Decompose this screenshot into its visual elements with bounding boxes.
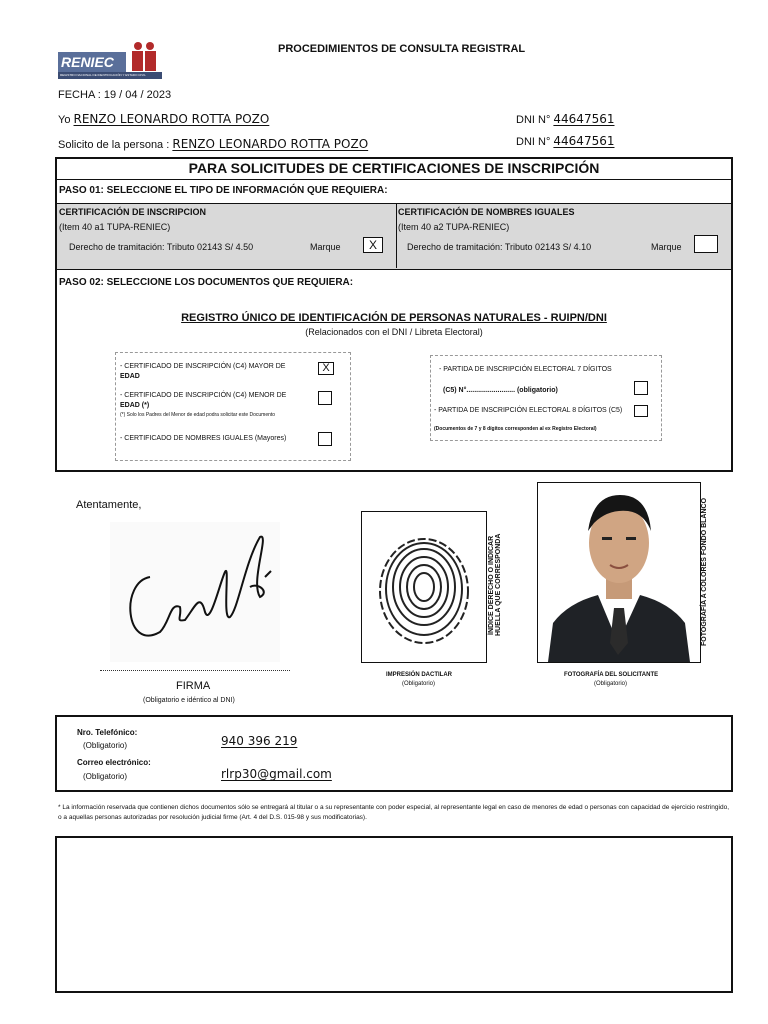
doc-c5-8-checkbox[interactable]	[634, 405, 648, 417]
doc-c5-8-label: - PARTIDA DE INSCRIPCIÓN ELECTORAL 8 DÍGITOS (C5)	[434, 407, 623, 414]
paso2-heading: PASO 02: SELECCIONE LOS DOCUMENTOS QUE REQUIERA:	[59, 277, 354, 288]
cert-inscripcion-checkbox[interactable]: X	[363, 237, 383, 253]
doc-c4-menor-label-2: EDAD (*)	[120, 402, 150, 409]
section-title: PARA SOLICITUDES DE CERTIFICACIONES DE INSCRIPCIÓN	[188, 160, 600, 176]
firma-label: FIRMA	[176, 680, 211, 692]
doc-c4-menor-label: - CERTIFICADO DE INSCRIPCIÓN (C4) MENOR DE	[120, 392, 287, 399]
blank-box[interactable]	[55, 836, 733, 993]
registro-title: REGISTRO ÚNICO DE IDENTIFICACIÓN DE PERSONAS NATURALES - RUIPN/DNI	[181, 312, 607, 324]
logo-text: RENIEC	[61, 54, 114, 70]
huella-label: IMPRESIÓN DACTILAR	[386, 672, 452, 678]
dni-label: DNI N°	[516, 114, 551, 126]
tel-note: (Obligatorio)	[83, 741, 128, 750]
yo-name-field[interactable]: RENZO LEONARDO ROTTA POZO	[73, 112, 270, 126]
doc-nombres-iguales-label: - CERTIFICADO DE NOMBRES IGUALES (Mayores)	[120, 435, 287, 442]
email-note: (Obligatorio)	[83, 772, 128, 781]
doc-c4-menor-checkbox[interactable]	[318, 391, 332, 405]
applicant-photo	[537, 482, 701, 663]
cert-inscripcion-marque: Marque	[310, 242, 341, 252]
dni2-field[interactable]: 44647561	[553, 134, 615, 148]
registro-subtitle: (Relacionados con el DNI / Libreta Electoral)	[305, 327, 483, 337]
fecha-label: FECHA :	[58, 89, 101, 101]
tel-field[interactable]: 940 396 219	[221, 734, 298, 748]
page-title: PROCEDIMIENTOS DE CONSULTA REGISTRAL	[278, 43, 526, 55]
foto-note: (Obligatorio)	[594, 681, 628, 687]
cert-nombres-marque: Marque	[651, 242, 682, 252]
footer-note: * La información reservada que contienen dichos documentos sólo se entregará al titular o a su representante con poder especial, al representante legal en caso de menores de edad o personas con capacidad de ejercicio restringido, o a aquellas personas autorizadas por resolución judicial firme (Art. 4 del D.S. 015-98 y sus modificatorias).	[58, 804, 730, 821]
doc-c4-mayor-checkbox[interactable]: X	[318, 362, 334, 375]
logo-subtext: REGISTRO NACIONAL DE IDENTIFICACIÓN Y ESTADO CIVIL	[60, 73, 146, 77]
doc-c4-mayor-label: - CERTIFICADO DE INSCRIPCIÓN (C4) MAYOR DE	[120, 363, 286, 370]
cert-nombres-title: CERTIFICACIÓN DE NOMBRES IGUALES	[398, 207, 575, 217]
cert-inscripcion-item: (Item 40 a1 TUPA-RENIEC)	[59, 222, 171, 232]
foto-side-label: FOTOGRAFÍA A COLORES FONDO BLANCO	[701, 497, 708, 647]
doc-c5-7-label: - PARTIDA DE INSCRIPCIÓN ELECTORAL 7 DÍGITOS	[439, 366, 612, 373]
solicito-name-field[interactable]: RENZO LEONARDO ROTTA POZO	[172, 137, 369, 151]
reniec-logo	[58, 38, 162, 80]
signature-scribble	[110, 522, 280, 662]
solicito-label: Solicito de la persona :	[58, 139, 170, 151]
doc-nombres-iguales-checkbox[interactable]	[318, 432, 332, 446]
cert-nombres-item: (Item 40 a2 TUPA-RENIEC)	[398, 222, 510, 232]
firma-note: (Obligatorio e idéntico al DNI)	[143, 697, 235, 704]
paso1-heading: PASO 01: SELECCIONE EL TIPO DE INFORMACIÓN QUE REQUIERA:	[59, 185, 388, 196]
fingerprint-box	[361, 511, 487, 663]
doc-c4-menor-note: (*) Solo los Padres del Menor de edad podra solicitar este Documento	[120, 412, 276, 418]
tel-label: Nro. Telefónico:	[77, 728, 138, 737]
doc-c5-7-number[interactable]: (C5) N°......................... (obligatorio)	[443, 387, 558, 394]
certification-section	[55, 157, 733, 472]
doc-c5-7-checkbox[interactable]	[634, 381, 648, 395]
dni-field[interactable]: 44647561	[553, 112, 615, 126]
fingerprint-image	[362, 512, 486, 662]
huella-note: (Obligatorio)	[402, 681, 436, 687]
fecha-value[interactable]: 19 / 04 / 2023	[103, 89, 172, 101]
email-label: Correo electrónico:	[77, 758, 151, 767]
atentamente-text: Atentamente,	[76, 499, 142, 511]
doc-c4-mayor-label-2: EDAD	[120, 373, 140, 380]
cert-inscripcion-derecho: Derecho de tramitación: Tributo 02143 S/ 4.50	[69, 242, 254, 252]
docs-left-box	[115, 352, 351, 461]
docs-right-box	[430, 355, 662, 441]
cert-nombres-derecho: Derecho de tramitación: Tributo 02143 S/ 4.10	[407, 242, 592, 252]
dni2-label: DNI N°	[516, 136, 551, 148]
email-field[interactable]: rlrp30@gmail.com	[221, 767, 332, 781]
cert-nombres-checkbox[interactable]	[694, 235, 718, 253]
cert-inscripcion-title: CERTIFICACIÓN DE INSCRIPCION	[59, 207, 207, 217]
yo-label: Yo	[58, 114, 71, 126]
signature-image	[110, 522, 280, 662]
doc-c5-note: (Documentos de 7 y 8 dígitos corresponden al ex Registro Electoral)	[434, 426, 597, 432]
foto-label: FOTOGRAFÍA DEL SOLICITANTE	[564, 672, 659, 678]
contact-section	[55, 715, 733, 792]
photo-portrait	[538, 483, 700, 662]
huella-side-label: ÍNDICE DERECHO O INDICAR HUELLA QUE CORRESPONDA	[488, 533, 502, 637]
